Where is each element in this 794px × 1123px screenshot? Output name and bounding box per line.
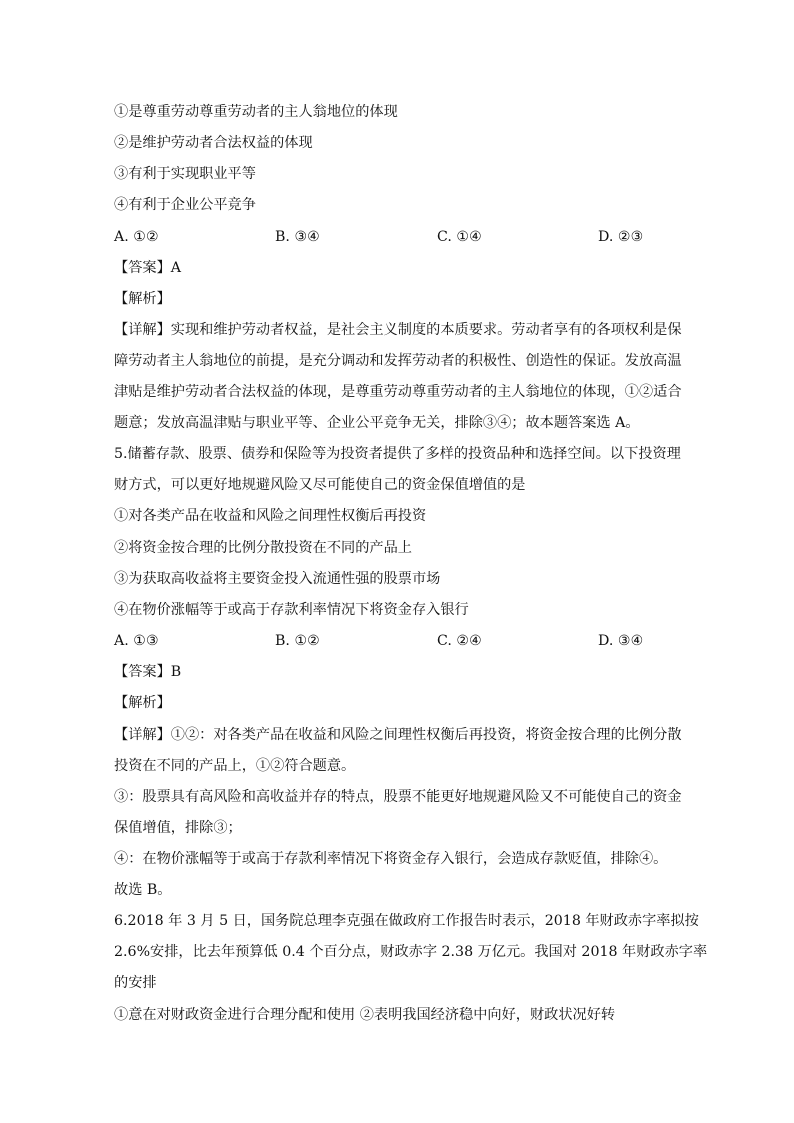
q5-option-c: C. ②④	[437, 633, 482, 649]
q5-stem-line-2: 财方式，可以更好地规避风险又尽可能使自己的资金保值增值的是	[114, 477, 526, 493]
q6-stem-line-3: 的安排	[114, 975, 157, 991]
q4-option-d: D. ②③	[598, 229, 644, 245]
q4-item-3: ③有利于实现职业平等	[114, 166, 256, 182]
q5-option-d: D. ③④	[598, 633, 644, 649]
q5-analysis-label: 【解析】	[114, 695, 171, 711]
q4-detail-line-2: 障劳动者主人翁地位的前提，是充分调动和发挥劳动者的积极性、创造性的保证。发放高温	[114, 353, 682, 369]
q4-analysis-label: 【解析】	[114, 291, 171, 307]
q4-detail-line-1: 【详解】实现和维护劳动者权益，是社会主义制度的本质要求。劳动者享有的各项权利是保	[114, 322, 682, 338]
q5-detail-line-4: 保值增值，排除③；	[114, 820, 242, 836]
q4-item-4: ④有利于企业公平竞争	[114, 197, 256, 213]
q4-item-1: ①是尊重劳动尊重劳动者的主人翁地位的体现	[114, 104, 398, 120]
q4-item-2: ②是维护劳动者合法权益的体现	[114, 135, 313, 151]
q5-item-3: ③为获取高收益将主要资金投入流通性强的股票市场	[114, 571, 441, 587]
q5-item-1: ①对各类产品在收益和风险之间理性权衡后再投资	[114, 508, 427, 524]
q5-answer: 【答案】B	[114, 664, 182, 680]
q5-detail-line-2: 投资在不同的产品上，①②符合题意。	[114, 758, 356, 774]
q5-detail-line-1: 【详解】①②：对各类产品在收益和风险之间理性权衡后再投资，将资金按合理的比例分散	[114, 727, 682, 743]
q4-detail-line-3: 津贴是维护劳动者合法权益的体现，是尊重劳动尊重劳动者的主人翁地位的体现，①②适合	[114, 384, 682, 400]
q6-stem-line-1: 6.2018 年 3 月 5 日，国务院总理李克强在做政府工作报告时表示，2018 年财政赤字率拟按	[114, 913, 699, 929]
q5-option-b: B. ①②	[275, 633, 320, 649]
q4-option-c: C. ①④	[437, 229, 482, 245]
q5-item-4: ④在物价涨幅等于或高于存款利率情况下将资金存入银行	[114, 602, 469, 618]
q6-stem-line-2: 2.6%安排，比去年预算低 0.4 个百分点，财政赤字 2.38 万亿元。我国对 2018 年财政赤字率	[114, 944, 708, 960]
q4-detail-line-4: 题意；发放高温津贴与职业平等、企业公平竞争无关，排除③④；故本题答案选 A。	[114, 415, 640, 431]
q5-detail-line-5: ④：在物价涨幅等于或高于存款利率情况下将资金存入银行，会造成存款贬值，排除④。	[114, 851, 668, 867]
q5-option-a: A. ①③	[114, 633, 159, 649]
q4-option-a: A. ①②	[114, 229, 159, 245]
q5-item-2: ②将资金按合理的比例分散投资在不同的产品上	[114, 540, 412, 556]
q5-detail-line-3: ③：股票具有高风险和高收益并存的特点，股票不能更好地规避风险又不可能使自己的资金	[114, 789, 682, 805]
q6-items-line: ①意在对财政资金进行合理分配和使用 ②表明我国经济稳中向好，财政状况好转	[114, 1007, 616, 1023]
q4-option-b: B. ③④	[275, 229, 320, 245]
q4-answer: 【答案】A	[114, 260, 181, 276]
q5-stem-line-1: 5.储蓄存款、股票、债券和保险等为投资者提供了多样的投资品种和选择空间。以下投资理	[114, 446, 681, 462]
q5-detail-line-6: 故选 B。	[114, 882, 172, 898]
